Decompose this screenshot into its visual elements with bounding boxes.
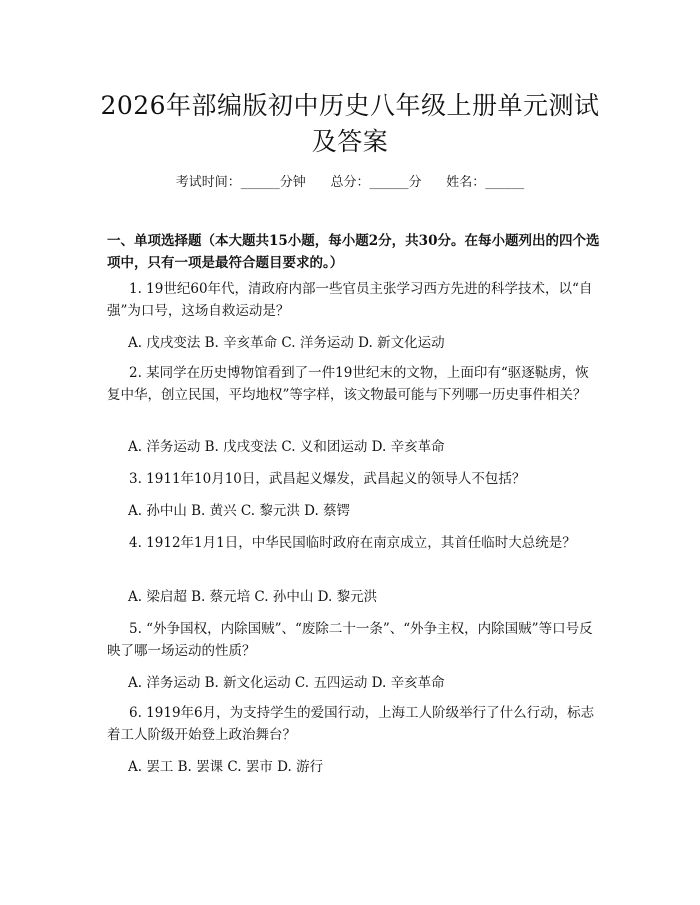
question-stem: 2. 某同学在历史博物馆看到了一件19世纪末的文物，上面印有“驱逐鞑虏，恢复中华，创立民国，平均地权”等字样，该文物最可能与下列哪一历史事件相关？ <box>107 365 589 403</box>
question-options: A. 洋务运动 B. 新文化运动 C. 五四运动 D. 辛亥革命 <box>128 675 445 691</box>
question-options: A. 罢工 B. 罢课 C. 罢市 D. 游行 <box>128 759 324 775</box>
question-stem: 1. 19世纪60年代，清政府内部一些官员主张学习西方先进的科学技术，以“自强”为口号，这场自救运动是？ <box>107 281 593 319</box>
question-5 <box>107 618 602 662</box>
question-stem: 4. 1912年1月1日，中华民国临时政府在南京成立，其首任临时大总统是？ <box>129 535 576 551</box>
question-3 <box>107 468 602 490</box>
question-6 <box>107 702 602 746</box>
question-stem: 3. 1911年10月10日，武昌起义爆发，武昌起义的领导人不包括？ <box>129 471 526 487</box>
section-heading: 一、单项选择题（本大题共15小题，每小题2分，共30分。在每小题列出的四个选项中，只有一项是最符合题目要求的。） <box>107 233 600 271</box>
question-2 <box>107 362 602 406</box>
exam-meta: 考试时间：______分钟 总分：______分 姓名：______ <box>175 175 525 190</box>
question-4 <box>107 532 602 554</box>
question-options: A. 孙中山 B. 黄兴 C. 黎元洪 D. 蔡锷 <box>128 503 351 519</box>
question-1 <box>107 278 602 322</box>
question-options: A. 洋务运动 B. 戊戌变法 C. 义和团运动 D. 辛亥革命 <box>128 439 445 455</box>
question-stem: 5. “外争国权，内除国贼”、“废除二十一条”、“外争主权，内除国贼”等口号反映了哪一场运动的性质？ <box>107 621 593 659</box>
doc-title-line1: 2026年部编版初中历史八年级上册单元测试 <box>100 91 600 120</box>
question-stem: 6. 1919年6月，为支持学生的爱国行动，上海工人阶级举行了什么行动，标志着工人阶级开始登上政治舞台？ <box>107 705 595 743</box>
doc-title-line2: 及答案 <box>311 127 389 156</box>
question-options: A. 戊戌变法 B. 辛亥革命 C. 洋务运动 D. 新文化运动 <box>128 335 445 351</box>
question-options: A. 梁启超 B. 蔡元培 C. 孙中山 D. 黎元洪 <box>128 589 378 605</box>
